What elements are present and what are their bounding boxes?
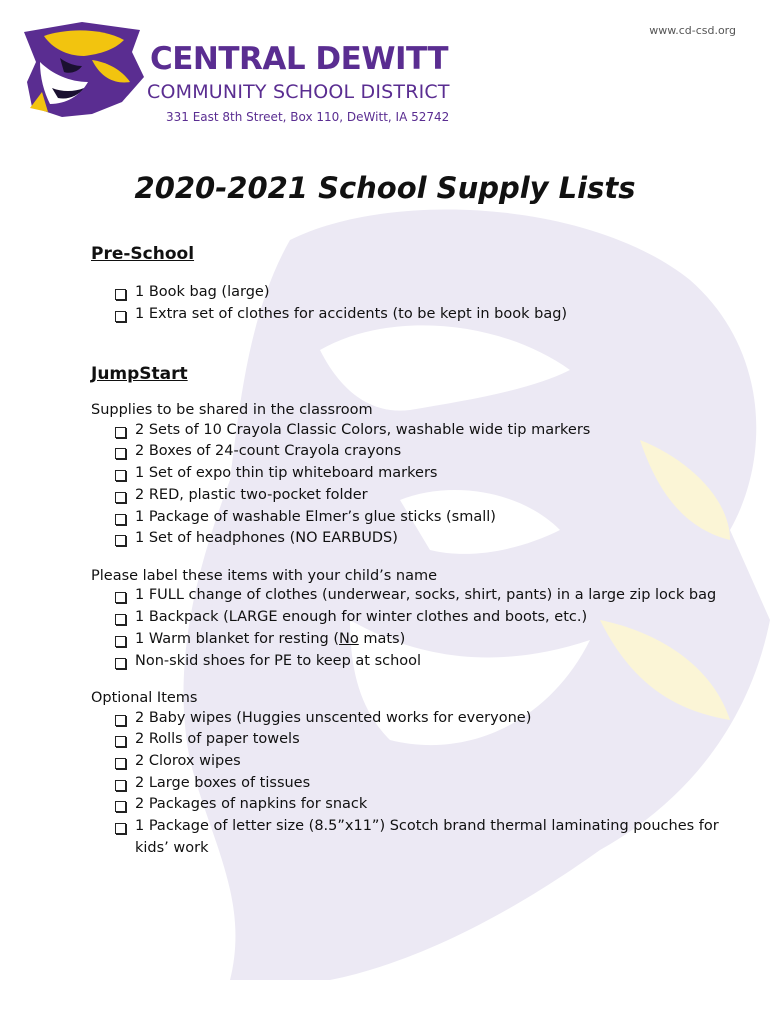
list-item: 2 Rolls of paper towels — [115, 729, 731, 751]
group-intro: Supplies to be shared in the classroom — [91, 402, 373, 419]
list-item: 1 FULL change of clothes (underwear, socks, shirt, pants) in a large zip lock bag — [115, 585, 731, 607]
group-labeled-items — [91, 568, 731, 672]
checkbox-icon — [115, 448, 126, 459]
group-intro: Please label these items with your child’s name — [91, 568, 438, 584]
checkbox-icon — [115, 514, 126, 525]
tiger-mascot-logo-icon — [22, 22, 147, 117]
section-preschool — [91, 244, 731, 326]
list-item: 2 Large boxes of tissues — [115, 773, 731, 795]
list-item: 1 Set of expo thin tip whiteboard markers — [115, 463, 731, 485]
checkbox-icon — [115, 658, 126, 669]
list-item: 1 Package of letter size (8.5”x11”) Scotch brand thermal laminating pouches for kids’ work — [115, 816, 731, 859]
group-optional-items — [91, 690, 731, 859]
checkbox-icon — [115, 535, 126, 546]
checkbox-icon — [115, 289, 126, 300]
website-link[interactable]: www.cd-csd.org — [649, 24, 736, 37]
list-item: 2 Sets of 10 Crayola Classic Colors, washable wide tip markers — [115, 420, 731, 442]
checkbox-icon — [115, 614, 126, 625]
list-item: 1 Package of washable Elmer’s glue sticks (small) — [115, 507, 731, 529]
checkbox-icon — [115, 758, 126, 769]
district-subtitle: COMMUNITY SCHOOL DISTRICT — [147, 81, 450, 103]
list-item: 1 Warm blanket for resting (No mats) — [115, 629, 731, 651]
letterhead — [22, 22, 752, 132]
checkbox-icon — [115, 427, 126, 438]
list-item: 2 Clorox wipes — [115, 751, 731, 773]
preschool-list — [91, 282, 731, 325]
section-jumpstart — [91, 364, 731, 878]
checkbox-icon — [115, 715, 126, 726]
list-item: 2 RED, plastic two-pocket folder — [115, 485, 731, 507]
district-address: 331 East 8th Street, Box 110, DeWitt, IA 52742 — [166, 110, 450, 124]
list-item: 1 Set of headphones (NO EARBUDS) — [115, 528, 731, 550]
list-item: 1 Backpack (LARGE enough for winter clothes and boots, etc.) — [115, 607, 731, 629]
checkbox-icon — [115, 801, 126, 812]
no-emphasis: No — [339, 630, 359, 647]
list-item: Non-skid shoes for PE to keep at school — [115, 651, 731, 673]
checkbox-icon — [115, 470, 126, 481]
list-item: 2 Packages of napkins for snack — [115, 794, 731, 816]
checkbox-icon — [115, 311, 126, 322]
checkbox-icon — [115, 592, 126, 603]
district-name: CENTRAL DEWITT — [150, 41, 449, 77]
page-title: 2020-2021 School Supply Lists — [134, 171, 636, 205]
list-item: 1 Extra set of clothes for accidents (to be kept in book bag) — [115, 304, 731, 326]
checkbox-icon — [115, 780, 126, 791]
group-shared-supplies — [91, 402, 731, 550]
checkbox-icon — [115, 823, 126, 834]
list-item: 2 Boxes of 24-count Crayola crayons — [115, 441, 731, 463]
section-heading: Pre-School — [91, 244, 195, 264]
checkbox-icon — [115, 736, 126, 747]
checkbox-icon — [115, 636, 126, 647]
list-item: 2 Baby wipes (Huggies unscented works for everyone) — [115, 708, 731, 730]
list-item: 1 Book bag (large) — [115, 282, 731, 304]
checkbox-icon — [115, 492, 126, 503]
group-intro: Optional Items — [91, 690, 198, 707]
section-heading: JumpStart — [91, 364, 188, 384]
